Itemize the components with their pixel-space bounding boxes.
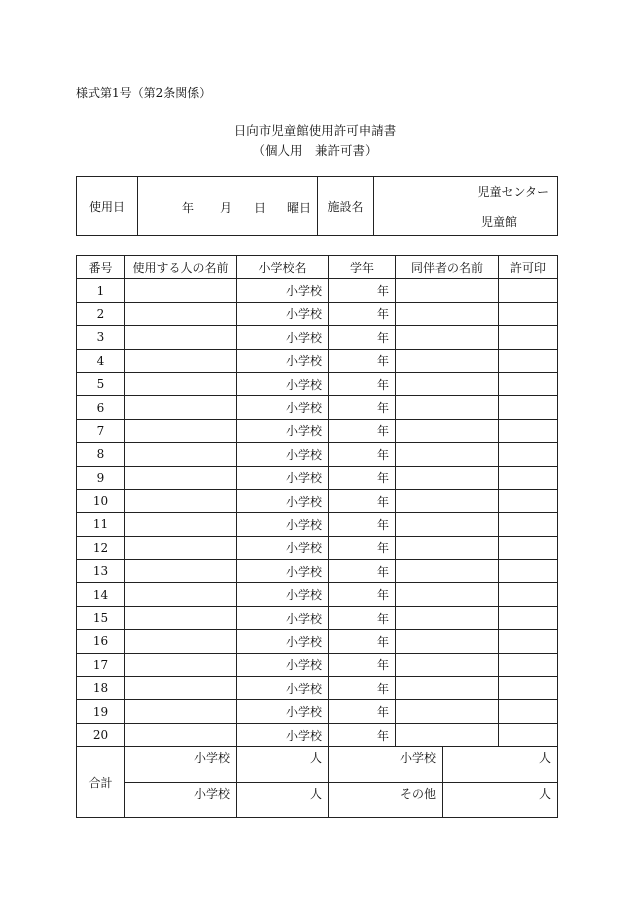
table-row (77, 489, 558, 512)
permit-seal-field[interactable] (499, 677, 558, 700)
school-name-field[interactable]: 小学校 (237, 349, 329, 372)
table-header-row (77, 256, 558, 279)
total-school-3[interactable]: 小学校 (125, 782, 237, 818)
grade-field[interactable]: 年 (329, 583, 396, 606)
companion-name-field[interactable] (396, 630, 499, 653)
total-person-2[interactable]: 人 (443, 747, 558, 783)
school-name-field[interactable]: 小学校 (237, 630, 329, 653)
row-number: 16 (77, 630, 125, 653)
use-date-label: 使用日 (77, 177, 138, 236)
companion-name-field[interactable] (396, 489, 499, 512)
table-row (77, 326, 558, 349)
row-number: 5 (77, 372, 125, 395)
row-number: 4 (77, 349, 125, 372)
companion-name-field[interactable] (396, 700, 499, 723)
row-number: 7 (77, 419, 125, 442)
grade-field[interactable]: 年 (329, 560, 396, 583)
user-name-field[interactable] (125, 326, 237, 349)
permit-seal-field[interactable] (499, 349, 558, 372)
permit-seal-field[interactable] (499, 396, 558, 419)
applicant-table (76, 255, 558, 747)
permit-seal-field[interactable] (499, 723, 558, 746)
grade-field[interactable]: 年 (329, 372, 396, 395)
table-row (77, 396, 558, 419)
total-person-4[interactable]: 人 (443, 782, 558, 818)
table-row (77, 700, 558, 723)
row-number: 14 (77, 583, 125, 606)
grade-field[interactable]: 年 (329, 349, 396, 372)
permit-seal-field[interactable] (499, 513, 558, 536)
table-row (77, 583, 558, 606)
table-row (77, 279, 558, 302)
school-name-field[interactable]: 小学校 (237, 489, 329, 512)
permit-seal-field[interactable] (499, 279, 558, 302)
user-name-field[interactable] (125, 279, 237, 302)
row-number: 19 (77, 700, 125, 723)
school-name-field[interactable]: 小学校 (237, 396, 329, 419)
user-name-field[interactable] (125, 396, 237, 419)
row-number: 15 (77, 606, 125, 629)
user-name-field[interactable] (125, 513, 237, 536)
table-row (77, 677, 558, 700)
grade-field[interactable]: 年 (329, 653, 396, 676)
row-number: 17 (77, 653, 125, 676)
table-row (77, 419, 558, 442)
school-name-field[interactable]: 小学校 (237, 419, 329, 442)
grade-field[interactable]: 年 (329, 466, 396, 489)
permit-seal-field[interactable] (499, 630, 558, 653)
form-number: 様式第1号（第2条関係） (76, 86, 212, 100)
grade-field[interactable]: 年 (329, 536, 396, 559)
companion-name-field[interactable] (396, 466, 499, 489)
facility-option-hall: 児童館 (480, 215, 517, 229)
grade-field[interactable]: 年 (329, 677, 396, 700)
user-name-field[interactable] (125, 653, 237, 676)
companion-name-field[interactable] (396, 560, 499, 583)
document-title: 日向市児童館使用許可申請書 (233, 123, 397, 138)
companion-name-field[interactable] (396, 677, 499, 700)
column-companion-header: 同伴者の名前 (396, 256, 499, 279)
facility-option-center: 児童センター (477, 185, 549, 199)
user-name-field[interactable] (125, 536, 237, 559)
column-grade-header: 学年 (329, 256, 396, 279)
grade-field[interactable]: 年 (329, 630, 396, 653)
school-name-field[interactable]: 小学校 (237, 302, 329, 325)
user-name-field[interactable] (125, 630, 237, 653)
year-label: 年 (182, 201, 195, 215)
row-number: 11 (77, 513, 125, 536)
user-name-field[interactable] (125, 443, 237, 466)
total-school-2[interactable]: 小学校 (329, 747, 443, 783)
table-row (77, 630, 558, 653)
grade-field[interactable]: 年 (329, 279, 396, 302)
table-row (77, 443, 558, 466)
school-name-field[interactable]: 小学校 (237, 279, 329, 302)
user-name-field[interactable] (125, 560, 237, 583)
total-other[interactable]: その他 (329, 782, 443, 818)
permit-seal-field[interactable] (499, 419, 558, 442)
table-row (77, 560, 558, 583)
table-row (77, 302, 558, 325)
user-name-field[interactable] (125, 700, 237, 723)
companion-name-field[interactable] (396, 653, 499, 676)
total-school-1[interactable]: 小学校 (125, 747, 237, 783)
companion-name-field[interactable] (396, 513, 499, 536)
school-name-field[interactable]: 小学校 (237, 723, 329, 746)
table-row (77, 723, 558, 746)
row-number: 10 (77, 489, 125, 512)
permit-seal-field[interactable] (499, 653, 558, 676)
row-number: 8 (77, 443, 125, 466)
companion-name-field[interactable] (396, 279, 499, 302)
table-row (77, 513, 558, 536)
row-number: 18 (77, 677, 125, 700)
table-row (77, 653, 558, 676)
companion-name-field[interactable] (396, 396, 499, 419)
companion-name-field[interactable] (396, 606, 499, 629)
usage-header-table (76, 176, 558, 236)
companion-name-field[interactable] (396, 536, 499, 559)
school-name-field[interactable]: 小学校 (237, 653, 329, 676)
user-name-field[interactable] (125, 466, 237, 489)
permit-seal-field[interactable] (499, 560, 558, 583)
table-row (77, 606, 558, 629)
table-row (77, 466, 558, 489)
row-number: 3 (77, 326, 125, 349)
permit-seal-field[interactable] (499, 302, 558, 325)
school-name-field[interactable]: 小学校 (237, 513, 329, 536)
column-user-name-header: 使用する人の名前 (125, 256, 237, 279)
total-person-3[interactable]: 人 (237, 782, 329, 818)
user-name-field[interactable] (125, 372, 237, 395)
row-number: 12 (77, 536, 125, 559)
permit-seal-field[interactable] (499, 583, 558, 606)
companion-name-field[interactable] (396, 372, 499, 395)
school-name-field[interactable]: 小学校 (237, 583, 329, 606)
school-name-field[interactable]: 小学校 (237, 326, 329, 349)
permit-seal-field[interactable] (499, 536, 558, 559)
companion-name-field[interactable] (396, 419, 499, 442)
permit-seal-field[interactable] (499, 606, 558, 629)
row-number: 6 (77, 396, 125, 419)
companion-name-field[interactable] (396, 349, 499, 372)
school-name-field[interactable]: 小学校 (237, 560, 329, 583)
grade-field[interactable]: 年 (329, 513, 396, 536)
use-date-field[interactable] (138, 177, 318, 236)
permit-seal-field[interactable] (499, 466, 558, 489)
facility-label: 施設名 (318, 177, 374, 236)
companion-name-field[interactable] (396, 302, 499, 325)
grade-field[interactable]: 年 (329, 419, 396, 442)
user-name-field[interactable] (125, 419, 237, 442)
total-person-1[interactable]: 人 (237, 747, 329, 783)
grade-field[interactable]: 年 (329, 396, 396, 419)
day-label: 日 (254, 201, 267, 215)
row-number: 2 (77, 302, 125, 325)
grade-field[interactable]: 年 (329, 723, 396, 746)
table-row (77, 349, 558, 372)
permit-seal-field[interactable] (499, 326, 558, 349)
school-name-field[interactable]: 小学校 (237, 606, 329, 629)
column-school-header: 小学校名 (237, 256, 329, 279)
permit-seal-field[interactable] (499, 489, 558, 512)
user-name-field[interactable] (125, 349, 237, 372)
companion-name-field[interactable] (396, 723, 499, 746)
month-label: 月 (220, 201, 233, 215)
table-row (77, 372, 558, 395)
column-permit-seal-header: 許可印 (499, 256, 558, 279)
grade-field[interactable]: 年 (329, 326, 396, 349)
document-subtitle: （個人用 兼許可書） (252, 143, 378, 158)
row-number: 1 (77, 279, 125, 302)
school-name-field[interactable]: 小学校 (237, 372, 329, 395)
table-row (77, 536, 558, 559)
school-name-field[interactable]: 小学校 (237, 443, 329, 466)
user-name-field[interactable] (125, 489, 237, 512)
user-name-field[interactable] (125, 723, 237, 746)
grade-field[interactable]: 年 (329, 606, 396, 629)
grade-field[interactable]: 年 (329, 302, 396, 325)
weekday-label: 曜日 (287, 201, 312, 215)
totals-label: 合計 (77, 747, 125, 818)
school-name-field[interactable]: 小学校 (237, 677, 329, 700)
facility-field[interactable] (374, 177, 558, 236)
row-number: 13 (77, 560, 125, 583)
totals-table (76, 746, 558, 818)
permit-seal-field[interactable] (499, 700, 558, 723)
column-number-header: 番号 (77, 256, 125, 279)
user-name-field[interactable] (125, 677, 237, 700)
school-name-field[interactable]: 小学校 (237, 466, 329, 489)
user-name-field[interactable] (125, 302, 237, 325)
companion-name-field[interactable] (396, 583, 499, 606)
companion-name-field[interactable] (396, 326, 499, 349)
row-number: 20 (77, 723, 125, 746)
grade-field[interactable]: 年 (329, 700, 396, 723)
row-number: 9 (77, 466, 125, 489)
permit-seal-field[interactable] (499, 372, 558, 395)
grade-field[interactable]: 年 (329, 443, 396, 466)
school-name-field[interactable]: 小学校 (237, 536, 329, 559)
school-name-field[interactable]: 小学校 (237, 700, 329, 723)
permit-seal-field[interactable] (499, 443, 558, 466)
companion-name-field[interactable] (396, 443, 499, 466)
grade-field[interactable]: 年 (329, 489, 396, 512)
user-name-field[interactable] (125, 606, 237, 629)
user-name-field[interactable] (125, 583, 237, 606)
